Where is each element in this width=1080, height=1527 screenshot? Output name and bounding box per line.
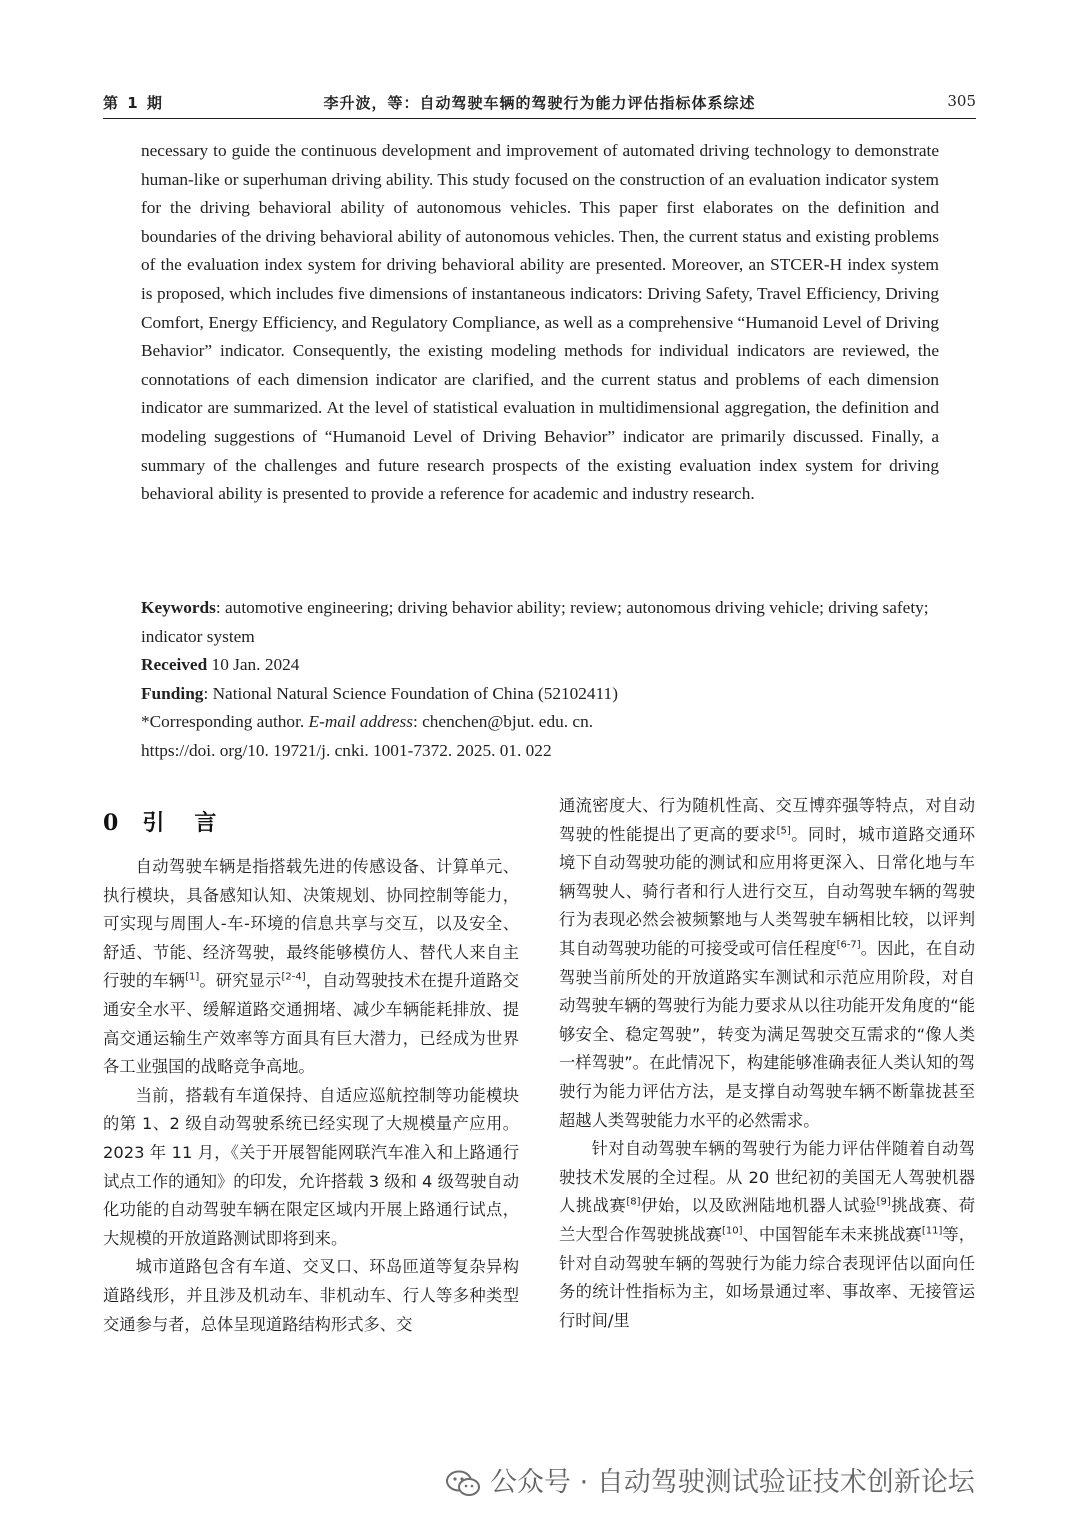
received-date: 10 Jan. 2024 — [211, 655, 300, 675]
citation: [11] — [921, 1225, 943, 1237]
citation: [10] — [722, 1225, 743, 1237]
citation: [5] — [776, 825, 791, 837]
section-number: 0 — [103, 810, 119, 836]
paragraph: 自动驾驶车辆是指搭载先进的传感设备、计算单元、执行模块，具备感知认知、决策规划、协同控制等能力，可实现与周围人-车-环境的信息共享与交互，以及安全、舒适、节能、经济驾驶，最终能够模仿人、替代人来自主行驶的车辆[1]。研究显示[2-4]，自动驾驶技术在提升道路交通安全水平、缓解道路交通拥堵、减少车辆能耗排放、提高交通运输生产效率等方面具有巨大潜力，已经成为世界各工业强国的战略竞争高地。 — [103, 857, 519, 1077]
paragraph: 针对自动驾驶车辆的驾驶行为能力评估伴随着自动驾驶技术发展的全过程。从 20 世纪初的美国无人驾驶机器人挑战赛[8]伊始，以及欧洲陆地机器人试验[9]挑战赛、荷兰大型合作驾驶挑战赛[10]、中国智能车未来挑战赛[11]等，针对自动驾驶车辆的驾驶行为能力综合表现评估以面向任务的统计性指标为主，如场景通过率、事故率、无接管运行时间/里 — [559, 1139, 975, 1330]
section-title-char-1: 引 — [142, 810, 165, 836]
corresponding-line: *Corresponding author. E-mail address: chenchen@bjut. edu. cn. — [141, 712, 594, 732]
email-label: E-mail address — [308, 712, 413, 732]
received-label: Received — [141, 655, 208, 675]
doi-line — [141, 737, 939, 766]
citation: [1] — [185, 971, 200, 983]
issue-label: 第 1 期 — [103, 94, 164, 112]
citation: [9] — [876, 1196, 891, 1208]
funding-value: National Natural Science Foundation of China (52102411) — [212, 683, 618, 703]
watermark-text: 公众号 · 自动驾驶测试验证技术创新论坛 — [490, 1467, 975, 1498]
citation: [2-4] — [281, 971, 306, 983]
keywords-label: Keywords — [141, 598, 216, 617]
paragraph: 通流密度大、行为随机性高、交互博弈强等特点，对自动驾驶的性能提出了更高的要求[5]。同时，城市道路交通环境下自动驾驶功能的测试和应用将更深入、日常化地与车辆驾驶人、骑行者和行人进行交互，自动驾驶车辆的驾驶行为表现必然会被频繁地与人类驾驶车辆相比较，以评判其自动驾驶功能的可接受或可信任程度[6-7]。因此，在自动驾驶当前所处的开放道路实车测试和示范应用阶段，对自动驾驶车辆的驾驶行为能力要求从以往功能开发角度的“能够安全、稳定驾驶”，转变为满足驾驶交互需求的“像人类一样驾驶”。在此情况下，构建能够准确表征人类认知的驾驶行为能力评估方法，是支撑自动驾驶车辆不断靠拢甚至超越人类驾驶能力水平的必然需求。 — [559, 796, 975, 1130]
paragraph: 当前，搭载有车道保持、自适应巡航控制等功能模块的第 1、2 级自动驾驶系统已经实现了大规模量产应用。2023 年 11 月，《关于开展智能网联汽车准入和上路通行试点工作的通知》的印发，允许搭载 3 级和 4 级驾驶自动化功能的自动驾驶车辆在限定区域内开展上路通行试点，大规模的开放道路测试即将到来。 — [103, 1085, 519, 1248]
page-number: 305 — [947, 92, 976, 110]
citation: [6-7] — [836, 939, 861, 951]
corresponding-prefix: *Corresponding author. — [141, 712, 309, 732]
article-metadata — [141, 594, 939, 766]
section-heading-introduction — [103, 806, 216, 837]
received-line — [141, 651, 939, 680]
paragraph: 城市道路包含有车道、交叉口、环岛匝道等复杂异构道路线形，并且涉及机动车、非机动车、行人等多种类型交通参与者，总体呈现道路结构形式多、交 — [103, 1257, 519, 1334]
funding-label: Funding — [141, 683, 204, 703]
keywords-value: automotive engineering; driving behavior ability; review; autonomous driving vehicle; driving safety; indicator system — [141, 598, 929, 646]
section-title-char-2: 言 — [194, 810, 217, 836]
running-header — [103, 88, 976, 119]
email-value[interactable]: chenchen@bjut. edu. cn. — [422, 712, 594, 732]
running-title: 李升波，等：自动驾驶车辆的驾驶行为能力评估指标体系综述 — [323, 94, 756, 112]
english-abstract — [141, 137, 939, 509]
wechat-watermark — [446, 1460, 1056, 1510]
keywords-line: Keywords: automotive engineering; driving behavior ability; review; autonomous driving vehicle; driving safety; indicator system — [141, 598, 929, 646]
citation: [8] — [626, 1196, 641, 1208]
doi-link[interactable]: https://doi. org/10. 19721/j. cnki. 1001-7372. 2025. 01. 022 — [141, 740, 552, 760]
left-column — [103, 853, 519, 1339]
right-column — [559, 792, 975, 1335]
funding-line: Funding: National Natural Science Foundation of China (52102411) — [141, 683, 618, 703]
abstract-text: necessary to guide the continuous development and improvement of automated driving technology to demonstrate human-like or superhuman driving ability. This study focused on the construction of an evaluation indicator system for the driving behavioral ability of autonomous vehicles. This paper first elaborates on the definition and boundaries of the driving behavioral ability of autonomous vehicles. Then, the current status and existing problems of the evaluation index system for driving behavioral ability are presented. Moreover, an STCER-H index system is proposed, which includes five dimensions of instantaneous indicators: Driving Safety, Travel Efficiency, Driving Comfort, Energy Efficiency, and Regulatory Compliance, as well as a comprehensive “Humanoid Level of Driving Behavior” indicator. Consequently, the existing modeling methods for individual indicators are reviewed, the connotations of each dimension indicator are clarified, and the current status and problems of each dimension indicator are summarized. At the level of statistical evaluation in multidimensional aggregation, the definition and modeling suggestions of “Humanoid Level of Driving Behavior” indicator are primarily discussed. Finally, a summary of the challenges and future research prospects of the existing evaluation index system for driving behavioral ability is presented to provide a reference for academic and industry research. — [141, 141, 939, 504]
wechat-icon — [446, 1470, 480, 1498]
